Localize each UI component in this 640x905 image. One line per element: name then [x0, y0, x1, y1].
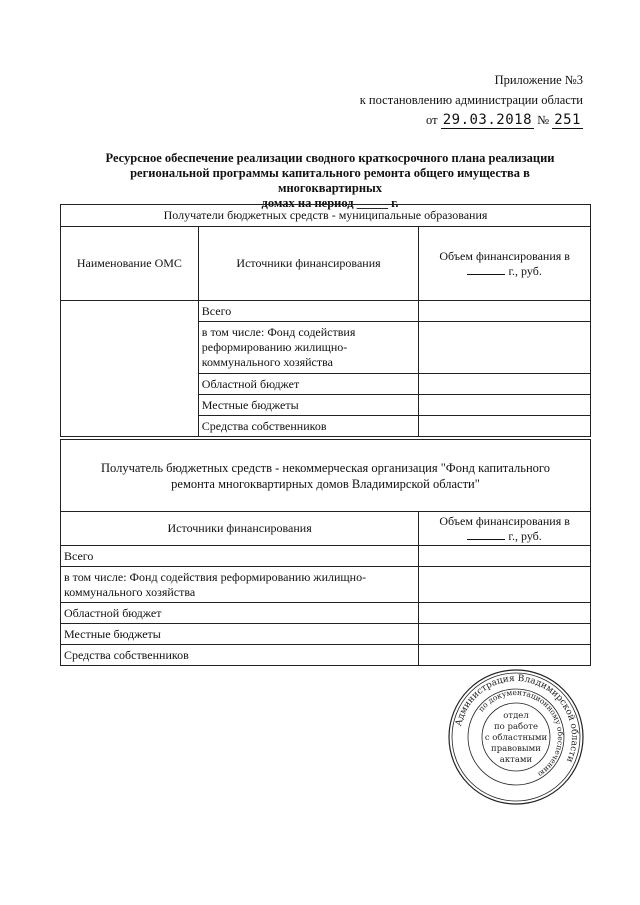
seal-line: актами [499, 755, 533, 765]
table-row: Областной бюджет [198, 374, 419, 395]
title-line-1: Ресурсное обеспечение реализации сводного краткосрочного плана реализации [105, 151, 555, 165]
sources-header: Источники финансирования [61, 512, 419, 546]
table-row: Средства собственников [198, 416, 419, 437]
document-title [80, 151, 580, 211]
seal-outer-text: Администрация Владимирской области [454, 673, 580, 764]
table-row: Всего [198, 301, 419, 322]
seal-line: правовыми [491, 744, 541, 754]
funding-header-text: Объем финансирования в [439, 513, 570, 528]
appendix-header [360, 70, 583, 130]
decree-date: 29.03.2018 [442, 112, 533, 128]
value-cell [419, 416, 591, 437]
funding-header-unit: г., руб. [508, 528, 542, 543]
funding-header-text: Объем финансирования в [439, 248, 570, 263]
year-blank [467, 529, 505, 540]
value-cell [419, 645, 591, 666]
omc-name-header: Наименование ОМС [61, 227, 199, 301]
table1-caption: Получатели бюджетных средств - муниципальные образования [61, 205, 591, 227]
number-label: № [537, 113, 550, 127]
table-row: в том числе: Фонд содействия реформированию жилищно-коммунального хозяйства [61, 567, 419, 603]
table-row: в том числе: Фонд содействия реформированию жилищно-коммунального хозяйства [198, 322, 419, 374]
sources-header: Источники финансирования [198, 227, 419, 301]
omc-name-cell [61, 301, 199, 437]
fund-recipient-table [60, 439, 591, 666]
year-blank [467, 264, 505, 275]
official-seal [447, 668, 585, 806]
seal-line: с областными [484, 733, 548, 743]
table-row: Местные бюджеты [61, 624, 419, 645]
municipal-recipients-table [60, 204, 591, 437]
table-row: Средства собственников [61, 645, 419, 666]
seal-inner-text: по документационному обеспечению [476, 687, 566, 779]
table2-caption: Получатель бюджетных средств - некоммерческая организация "Фонд капитального ремонта многоквартирных домов Владимирской области" [61, 440, 591, 512]
table-row: Областной бюджет [61, 603, 419, 624]
value-cell [419, 322, 591, 374]
value-cell [419, 395, 591, 416]
title-line-2: региональной программы капитального ремонта общего имущества в многоквартирных [130, 166, 530, 195]
table-row: Всего [61, 546, 419, 567]
value-cell [419, 624, 591, 645]
seal-line: по работе [494, 722, 538, 732]
funding-volume-header [419, 512, 591, 546]
title-line-3: домах на период _____ г. [261, 196, 399, 210]
seal-icon [447, 668, 585, 806]
table-row: Местные бюджеты [198, 395, 419, 416]
appendix-label: Приложение №3 [494, 73, 583, 87]
from-label: от [426, 113, 438, 127]
date-number-line [360, 110, 583, 130]
value-cell [419, 567, 591, 603]
funding-header-unit: г., руб. [508, 263, 542, 278]
seal-line: отдел [503, 711, 529, 721]
decree-number: 251 [554, 112, 581, 128]
value-cell [419, 374, 591, 395]
value-cell [419, 301, 591, 322]
value-cell [419, 546, 591, 567]
value-cell [419, 603, 591, 624]
decree-label: к постановлению администрации области [359, 93, 583, 107]
funding-volume-header [419, 227, 591, 301]
